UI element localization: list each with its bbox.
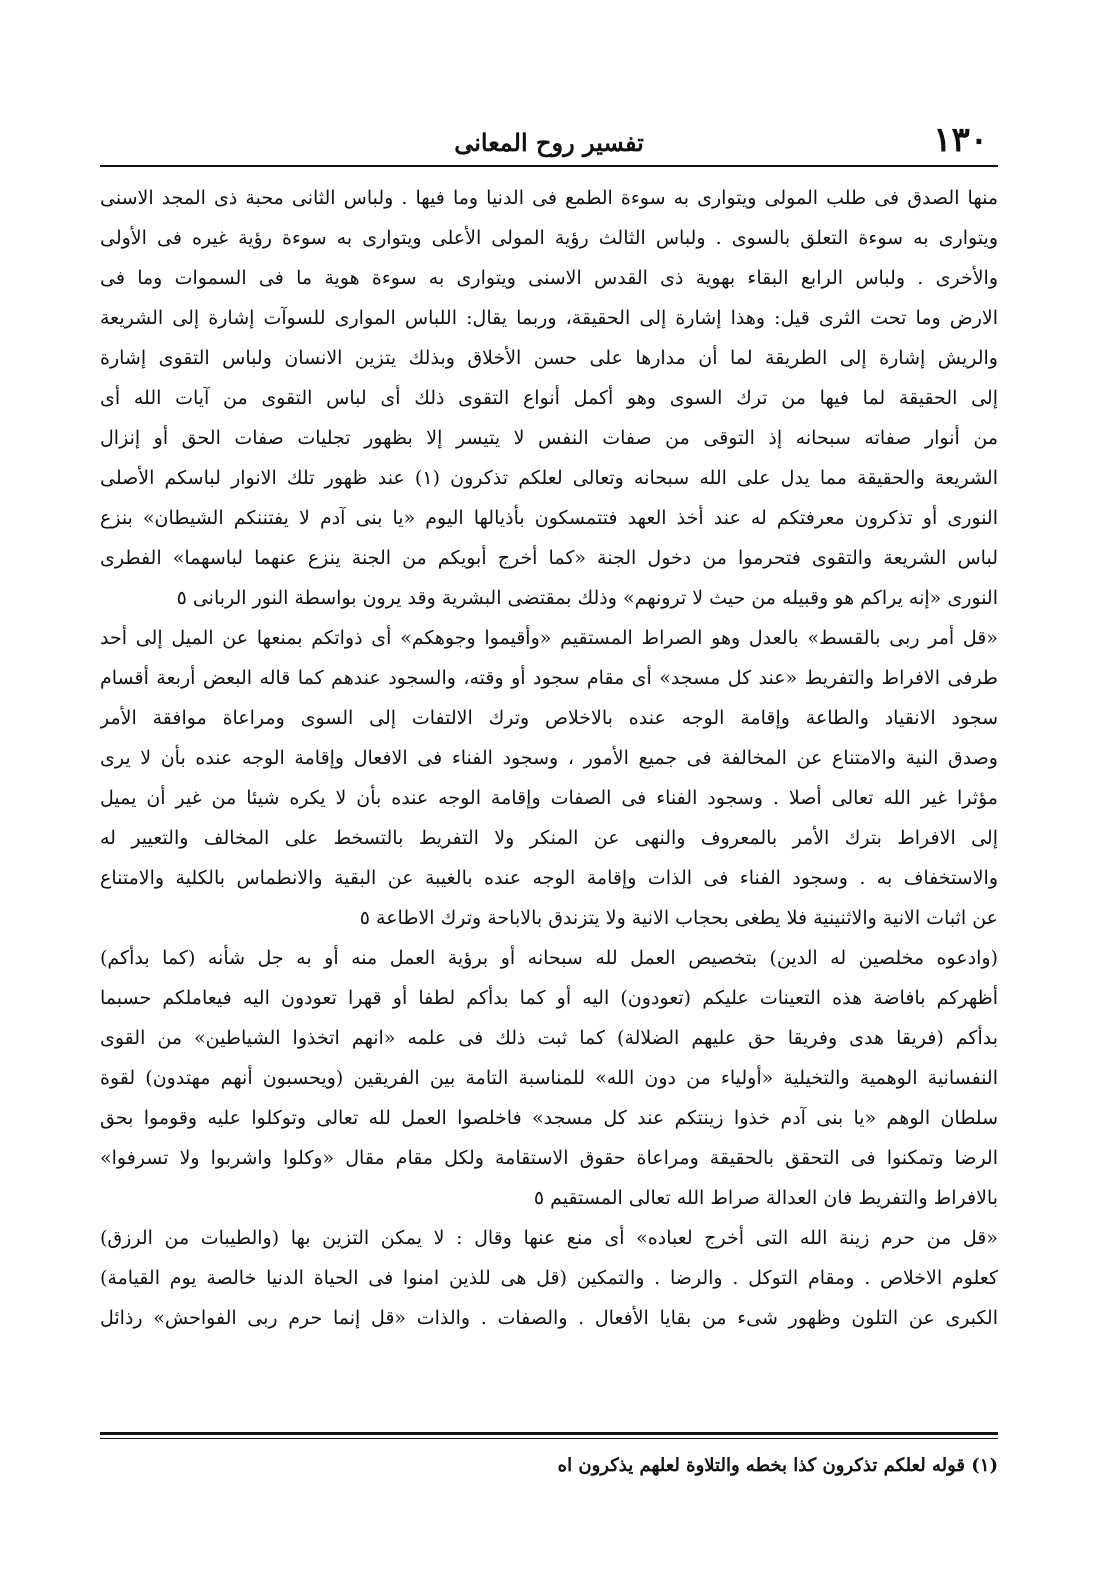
text-line: والأخرى . ولباس الرابع البقاء بهوية ذى القدس الاسنى ويتوارى به سوءة هوية ما فى السموات وما فى <box>100 267 998 289</box>
text-line: مؤثرا غير الله تعالى أصلا . وسجود الفناء فى الصفات وإقامة الوجه عنده بأن لا يكره شيئا من غير أن يميل <box>100 787 998 809</box>
text-line: سجود الانقياد والطاعة وإقامة الوجه عنده بالاخلاص وترك الالتفات إلى السوى ومراعاة موافقة الأمر <box>100 707 998 729</box>
text-line: والريش إشارة إلى الطريقة لما أن مدارها على حسن الأخلاق وبذلك يتزين الانسان ولباس التقوى إشارة <box>100 347 998 369</box>
running-title: تفسير روح المعانى <box>454 128 644 157</box>
text-line: الرضا وتمكنوا فى التحقق بالحقيقة ومراعاة حقوق الاستقامة ولكل مقام مقال «وكلوا واشربوا ولا تسرفوا» <box>100 1147 998 1169</box>
text-line: النورى أو تذكرون معرفتكم له عند أخذ العهد فتتمسكون بأذيالها اليوم «يا بنى آدم لا يفتننكم الشيطان» بنزع <box>100 507 998 529</box>
page-header <box>100 118 998 166</box>
header-divider <box>100 165 998 167</box>
text-line: «قل أمر ربى بالقسط» بالعدل وهو الصراط المستقيم «وأقيموا وجوهكم» أى ذواتكم بمنعها عن الميل إلى أحد <box>100 627 998 649</box>
text-line: لباس الشريعة والتقوى فتحرموا من دخول الجنة «كما أخرج أبويكم من الجنة ينزع عنهما لباسهما» الفطرى <box>100 547 998 569</box>
text-line: كعلوم الاخلاص . ومقام التوكل . والرضا . والتمكين (قل هى للذين امنوا فى الحياة الدنيا خالصة يوم القيامة) <box>100 1267 998 1289</box>
page-number: ١٣٠ <box>933 120 988 160</box>
text-line: «قل من حرم زينة الله التى أخرج لعباده» أى منع عنها وقال : لا يمكن التزين بها (والطيبات من الرزق) <box>100 1227 998 1249</box>
text-line: منها الصدق فى طلب المولى ويتوارى به سوءة الطمع فى الدنيا وما فيها . ولباس الثانى محبة ذى المجد الاسنى <box>100 187 998 209</box>
footnote-divider <box>100 1432 998 1435</box>
text-line: النورى «إنه يراكم هو وقبيله من حيث لا ترونهم» وذلك بمقتضى البشرية وقد يرون بواسطة النور الربانى ٥ <box>176 587 998 609</box>
text-line: الارض وما تحت الثرى قيل: وهذا إشارة إلى الحقيقة، وربما يقال: اللباس الموارى للسوآت إشارة إلى الشريعة <box>100 307 998 329</box>
text-line: ويتوارى به سوءة التعلق بالسوى . ولباس الثالث رؤية المولى الأعلى ويتوارى به سوءة رؤية غيره فى الأولى <box>100 227 998 249</box>
text-line: وصدق النية والامتناع عن المخالفة فى جميع الأمور ، وسجود الفناء فى الافعال وإقامة الوجه عنده بأن لا يرى <box>100 747 998 769</box>
footnote: (١) قوله لعلكم تذكرون كذا بخطه والتلاوة لعلهم يذكرون اه <box>557 1455 998 1476</box>
text-line: والاستخفاف به . وسجود الفناء فى الذات وإقامة الوجه عنده بالغيبة عن البقية والانطماس بالكلية والامتناع <box>100 867 998 889</box>
text-line: عن اثبات الانية والاثنينية فلا يطغى بحجاب الانية ولا يتزندق بالاباحة وترك الاطاعة ٥ <box>359 907 998 929</box>
text-line: بدأكم (فريقا هدى وفريقا حق عليهم الضلالة) كما ثبت ذلك فى علمه «انهم اتخذوا الشياطين» من القوى <box>100 1027 998 1049</box>
text-line: طرفى الافراط والتفريط «عند كل مسجد» أى مقام سجود أو وقته، والسجود عندهم كما قاله البعض أربعة أقسام <box>100 667 998 689</box>
text-line: الكبرى عن التلون وظهور شىء من بقايا الأفعال . والصفات . والذات «قل إنما حرم ربى الفواحش» رذائل <box>100 1307 998 1329</box>
text-line: سلطان الوهم «يا بنى آدم خذوا زينتكم عند كل مسجد» فاخلصوا العمل لله تعالى وتوكلوا عليه وقوموا بحق <box>100 1107 998 1129</box>
text-line: إلى الحقيقة لما فيها من ترك السوى وهو أكمل أنواع التقوى ذلك أى لباس التقوى من آيات الله أى <box>100 387 998 409</box>
text-line: بالافراط والتفريط فان العدالة صراط الله تعالى المستقيم ٥ <box>533 1187 998 1209</box>
text-line: إلى الافراط بترك الأمر بالمعروف والنهى عن المنكر ولا التفريط بالتسخط على المخالف والتعيير له <box>100 827 998 849</box>
footnote-divider-thin <box>100 1438 998 1439</box>
text-line: من أنوار صفاته سبحانه إذ التوقى من صفات النفس لا يتيسر إلا بظهور تجليات صفات الحق أو إنزال <box>100 427 998 449</box>
text-line: أظهركم بافاضة هذه التعينات عليكم (تعودون) اليه أو كما بدأكم لطفا أو قهرا تعودون اليه فيعاملكم حسبما <box>100 987 998 1009</box>
text-line: الشريعة والحقيقة مما يدل على الله سبحانه وتعالى لعلكم تذكرون (١) عند ظهور تلك الانوار لباسكم الأصلى <box>100 467 998 489</box>
text-line: النفسانية الوهمية والتخيلية «أولياء من دون الله» للمناسبة التامة بين الفريقين (ويحسبون أنهم مهتدون) لقوة <box>100 1067 998 1089</box>
text-line: (وادعوه مخلصين له الدين) بتخصيص العمل لله سبحانه أو برؤية العمل منه أو به جل شأنه (كما بدأكم) <box>100 947 998 969</box>
body-text <box>100 178 998 1338</box>
